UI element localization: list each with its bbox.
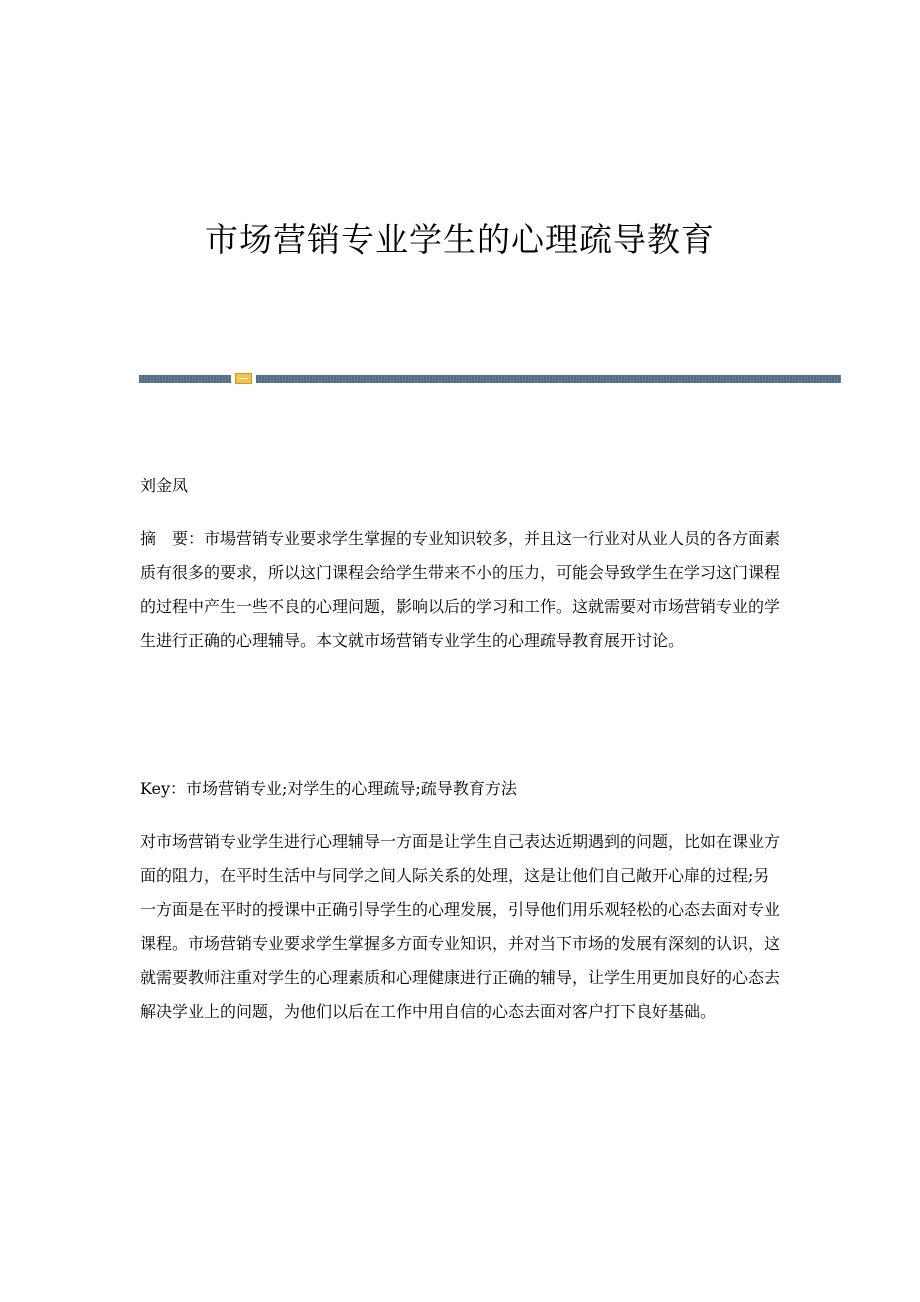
page-title: 市场营销专业学生的心理疏导教育	[205, 220, 715, 259]
divider-ornament-icon	[235, 373, 252, 384]
body-paragraph: 对市场营销专业学生进行心理辅导一方面是让学生自己表达近期遇到的问题，比如在课业方面的阻力，在平时生活中与同学之间人际关系的处理，这是让他们自己敞开心扉的过程;另一方面是在平时的授课中正确引导学生的心理发展，引导他们用乐观轻松的心态去面对专业课程。市场营销专业要求学生掌握多方面专业知识，并对当下市场的发展有深刻的认识，这就需要教师注重对学生的心理素质和心理健康进行正确的辅导，让学生用更加良好的心态去解决学业上的问题，为他们以后在工作中用自信的心态去面对客户打下良好基础。	[140, 832, 781, 1021]
title-divider	[139, 375, 841, 383]
keywords-line: Key：市场营销专业;对学生的心理疏导;疏导教育方法	[140, 779, 517, 798]
author-name: 刘金凤	[140, 476, 189, 495]
abstract-paragraph: 摘 要：市場营销专业要求学生掌握的专业知识较多，并且这一行业对从业人员的各方面素质有很多的要求，所以这门课程会给学生带来不小的压力，可能会导致学生在学习这门课程的过程中产生一些不良的心理问题，影响以后的学习和工作。这就需要对市场营销专业的学生进行正确的心理辅导。本文就市场营销专业学生的心理疏导教育展开讨论。	[140, 529, 781, 650]
divider-bar-left	[139, 375, 231, 383]
divider-bar-right	[256, 375, 841, 383]
